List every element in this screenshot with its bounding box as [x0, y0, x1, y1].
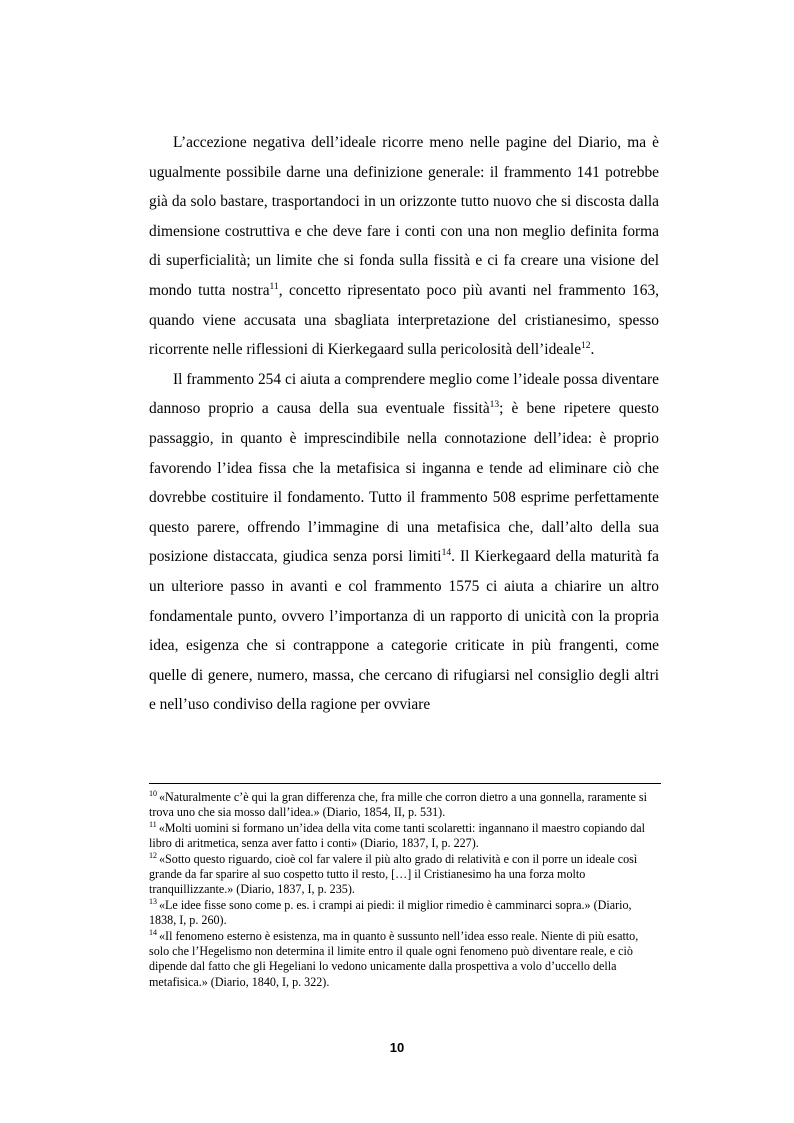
- footnote-separator: [149, 783, 661, 784]
- footnote-ref-12: 12: [581, 341, 591, 352]
- footnote-number: 12: [149, 850, 157, 860]
- footnote-text: «Sotto questo riguardo, cioè col far valere il più alto grado di relatività e con il porre un ideale così grande da far sparire al suo cospetto tutto il resto, […] il Cristianesimo ha una forza molto tranquillizzante.» (Diario, 1837, I, p. 235).: [149, 851, 638, 897]
- footnote-text: «Naturalmente c’è qui la gran differenza che, fra mille che corron dietro a una gonnella, raramente si trova uno che sia mosso dall’idea.» (Diario, 1854, II, p. 531).: [149, 790, 647, 820]
- footnote-ref-11: 11: [269, 281, 279, 292]
- page-number: 10: [389, 1040, 405, 1055]
- footnote-10: [149, 790, 661, 821]
- paragraph-1-text-b: , concetto ripresentato poco più avanti nel frammento 163, quando viene accusata una sbagliata interpretazione del cristianesimo, spesso ricorrente nelle riflessioni di Kierkegaard sulla pericolosità dell’ideale: [149, 281, 659, 359]
- footnote-number: 10: [149, 788, 157, 798]
- footnote-ref-14: 14: [441, 548, 452, 559]
- paragraph-1-text-a: L’accezione negativa dell’ideale ricorre meno nelle pagine del Diario, ma è ugualmente possibile darne una definizione generale: il frammento 141 potrebbe già da solo bastare, trasportandoci in un orizzonte tutto nuovo che si discosta dalla dimensione costruttiva e che deve fare i conti con una non meglio definita forma di superficialità; un limite che si fonda sulla fissità e ci fa creare una visione del mondo tutta nostra: [149, 134, 659, 299]
- footnote-text: «Il fenomeno esterno è esistenza, ma in quanto è sussunto nell’idea esso reale. Niente di più esatto, solo che l’Hegelismo non determina il limite entro il quale ogni fenomeno può diventare reale, e ciò dipende dal fatto che gli Hegeliani lo vedono unicamente dalla prospettiva a volo d’uccello della metafisica.» (Diario, 1840, I, p. 322).: [149, 928, 639, 989]
- paragraph-2: [149, 365, 659, 720]
- paragraph-2-text-c: . Il Kierkegaard della maturità fa un ulteriore passo in avanti e col frammento 1575 ci aiuta a chiarire un altro fondamentale punto, ovvero l’importanza di un rapporto di unicità con la propria idea, esigenza che si contrappone a categorie criticate in più frangenti, come quelle di genere, numero, massa, che cercano di rifugiarsi nel consiglio degli altri e nell’uso condiviso della ragione per ovviare: [149, 548, 659, 714]
- paragraph-1: [149, 128, 659, 365]
- footnote-number: 14: [149, 927, 157, 937]
- footnote-13: [149, 898, 661, 929]
- paragraph-2-text-b: ; è bene ripetere questo passaggio, in quanto è imprescindibile nella connotazione dell’idea: è proprio favorendo l’idea fissa che la metafisica si inganna e tende ad eliminare ciò che dovrebbe costituire il fondamento. Tutto il frammento 508 esprime perfettamente questo parere, offrendo l’immagine di una metafisica che, dall’alto della sua posizione distaccata, giudica senza porsi limiti: [149, 400, 659, 566]
- footnote-text: «Molti uomini si formano un’idea della vita come tanti scolaretti: ingannano il maestro copiando dal libro di aritmetica, senza aver fatto i conti» (Diario, 1837, I, p. 227).: [149, 820, 646, 851]
- footnote-14: [149, 929, 661, 991]
- paragraph-2-text-a: Il frammento 254 ci aiuta a comprendere meglio come l’ideale possa diventare dannoso proprio a causa della sua eventuale fissità: [149, 370, 659, 418]
- body-text: [149, 128, 659, 720]
- paragraph-1-text-c: .: [590, 341, 595, 359]
- footnote-ref-13: 13: [489, 400, 500, 411]
- footnotes: [149, 790, 661, 990]
- footnote-number: 11: [149, 819, 157, 829]
- footnote-11: [149, 821, 661, 852]
- footnote-text: «Le idee fisse sono come p. es. i crampi ai piedi: il miglior rimedio è camminarci sopra.» (Diario, 1838, I, p. 260).: [149, 897, 632, 928]
- footnote-12: [149, 852, 661, 898]
- footnote-number: 13: [149, 896, 157, 906]
